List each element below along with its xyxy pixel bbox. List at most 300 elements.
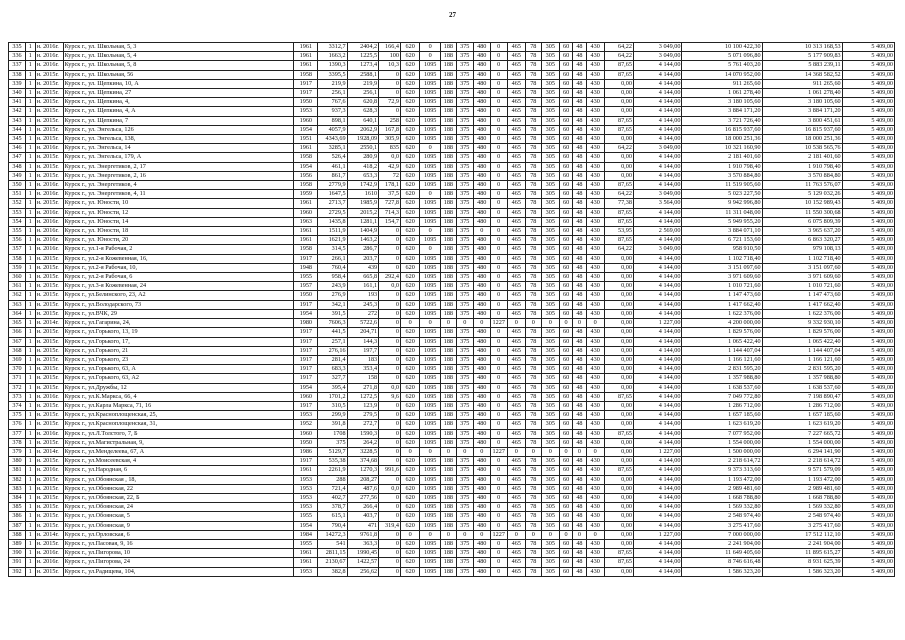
table-cell: 0 (379, 337, 401, 346)
table-cell: 4 144,00 (633, 135, 682, 144)
table-row (9, 365, 895, 374)
table-cell: 78 (525, 171, 541, 180)
table-cell: 188 (441, 300, 457, 309)
table-cell: н. 2015г. (35, 346, 63, 355)
table-cell: 1 417 662,40 (682, 300, 762, 309)
table-cell: 835 (379, 144, 401, 153)
table-cell: 5 409,00 (842, 484, 894, 493)
table-cell: 277,56 (347, 493, 379, 502)
table-cell: 78 (525, 328, 541, 337)
table-row (9, 475, 895, 484)
table-cell: 375 (456, 558, 473, 567)
table-cell: н. 2015г. (35, 512, 63, 521)
table-cell: 1 (25, 291, 35, 300)
table-cell: 1953 (294, 484, 318, 493)
table-cell: 1960 (294, 116, 318, 125)
table-cell: 380 (9, 457, 26, 466)
table-cell: 1 (25, 300, 35, 309)
table-cell: н. 2016г. (35, 61, 63, 70)
table-cell: 541 (318, 539, 347, 548)
table-cell: 355 (9, 227, 26, 236)
table-cell: 10 152 989,43 (762, 199, 842, 208)
table-row (9, 420, 895, 429)
table-cell: 0 (490, 484, 507, 493)
table-cell: 375 (456, 539, 473, 548)
table-cell: 480 (473, 309, 490, 318)
table-cell: 48 (573, 199, 586, 208)
table-cell: 3 180 105,60 (682, 98, 762, 107)
table-cell: 418,2 (347, 162, 379, 171)
table-cell: 188 (441, 328, 457, 337)
table-cell: 0 (379, 355, 401, 364)
table-cell: 465 (507, 254, 525, 263)
table-cell: н. 2015г. (35, 291, 63, 300)
table-cell: 1961 (294, 144, 318, 153)
table-cell: 5 409,00 (842, 236, 894, 245)
table-cell: 1 (25, 217, 35, 226)
table-cell: 188 (441, 43, 457, 52)
table-cell: 188 (441, 429, 457, 438)
table-cell: Курск г., ул.Народная, 6 (63, 466, 294, 475)
table-cell: 0 (473, 319, 490, 328)
table-cell: 1 569 332,80 (762, 503, 842, 512)
table-cell: 480 (473, 549, 490, 558)
table-cell: 188 (441, 346, 457, 355)
table-cell: 465 (507, 190, 525, 199)
table-cell: 305 (541, 171, 559, 180)
table-cell: 1095 (420, 549, 441, 558)
table-cell: 535,38 (318, 457, 347, 466)
table-cell: 14 368 582,52 (762, 70, 842, 79)
table-cell: 354 (9, 217, 26, 226)
table-cell: 78 (525, 539, 541, 548)
table-row (9, 493, 895, 502)
table-cell: 78 (525, 374, 541, 383)
table-cell: Курск г., ул.2-я Рабочая, 10, (63, 263, 294, 272)
table-cell: 18 000 251,36 (762, 135, 842, 144)
table-cell: 1954 (294, 521, 318, 530)
table-cell: 430 (586, 125, 604, 134)
table-cell: 2 241 904,00 (762, 539, 842, 548)
table-cell: Курск г., ул. Юности, 14 (63, 217, 294, 226)
table-cell: 78 (525, 245, 541, 254)
table-row (9, 144, 895, 153)
table-cell: 4 144,00 (633, 171, 682, 180)
table-cell: 0 (490, 365, 507, 374)
table-cell: 375 (456, 374, 473, 383)
table-cell: 480 (473, 328, 490, 337)
table-cell: 1227 (490, 530, 507, 539)
table-cell: 3 570 884,80 (762, 171, 842, 180)
table-cell: 60 (559, 282, 572, 291)
table-cell: 4 144,00 (633, 438, 682, 447)
table-cell: 430 (586, 61, 604, 70)
table-cell: 335 (9, 43, 26, 52)
table-cell: 1 (25, 61, 35, 70)
table-cell: 5 409,00 (842, 107, 894, 116)
table-cell: 1227 (490, 447, 507, 456)
table-cell: 620 (400, 355, 419, 364)
table-cell: 60 (559, 153, 572, 162)
table-row (9, 337, 895, 346)
table-cell: 188 (441, 383, 457, 392)
table-cell: н. 2015г. (35, 438, 63, 447)
table-cell: 0 (490, 420, 507, 429)
table-cell: 4 144,00 (633, 401, 682, 410)
table-cell: н. 2015г. (35, 411, 63, 420)
table-cell: 1 (25, 355, 35, 364)
table-cell: 480 (473, 346, 490, 355)
table-cell: 379 (9, 447, 26, 456)
table-cell: 465 (507, 208, 525, 217)
table-cell: н. 2016г. (35, 236, 63, 245)
table-cell: 465 (507, 521, 525, 530)
table-cell: 375 (456, 125, 473, 134)
table-cell: 1953 (294, 107, 318, 116)
table-cell: н. 2016г. (35, 392, 63, 401)
table-cell: 60 (559, 70, 572, 79)
table-cell: 714,3 (379, 208, 401, 217)
table-cell: 78 (525, 457, 541, 466)
table-cell: 1422,57 (347, 558, 379, 567)
table-cell: 2 218 614,72 (762, 457, 842, 466)
table-cell: 305 (541, 374, 559, 383)
table-cell: 620 (400, 493, 419, 502)
table-cell: 48 (573, 337, 586, 346)
table-cell: 1095 (420, 79, 441, 88)
table-cell: 1 (25, 181, 35, 190)
table-cell: 911 265,60 (762, 79, 842, 88)
table-cell: 305 (541, 98, 559, 107)
table-row (9, 558, 895, 567)
table-cell: 430 (586, 567, 604, 576)
table-cell: 188 (441, 70, 457, 79)
table-cell: 1950 (294, 98, 318, 107)
table-cell: 461,1 (318, 162, 347, 171)
table-cell: 430 (586, 337, 604, 346)
table-cell: 78 (525, 475, 541, 484)
table-cell: 8 746 616,48 (682, 558, 762, 567)
table-cell: 465 (507, 429, 525, 438)
table-cell: 620 (400, 263, 419, 272)
table-cell: 11 311 048,00 (682, 208, 762, 217)
table-cell: 1 (25, 567, 35, 576)
table-row (9, 539, 895, 548)
table-cell: 465 (507, 61, 525, 70)
table-cell: 4 144,00 (633, 181, 682, 190)
table-cell: н. 2015г. (35, 300, 63, 309)
table-cell: 77,38 (604, 199, 633, 208)
table-cell: 0 (525, 319, 541, 328)
table-cell: 1917 (294, 337, 318, 346)
table-cell: 188 (441, 512, 457, 521)
table-cell: 5 409,00 (842, 43, 894, 52)
table-cell: 78 (525, 70, 541, 79)
table-cell: 465 (507, 135, 525, 144)
table-cell: 979 108,13 (762, 245, 842, 254)
table-cell: 5 409,00 (842, 346, 894, 355)
table-cell: 0,00 (604, 162, 633, 171)
table-cell: 1 829 576,00 (762, 328, 842, 337)
table-cell: 465 (507, 273, 525, 282)
table-cell: 620 (400, 411, 419, 420)
table-cell: 376 (9, 420, 26, 429)
table-cell: 305 (541, 43, 559, 52)
table-cell: 0 (420, 245, 441, 254)
table-cell: 4 144,00 (633, 282, 682, 291)
table-cell: 60 (559, 374, 572, 383)
table-cell: 305 (541, 539, 559, 548)
table-cell: 375 (456, 291, 473, 300)
table-cell: 1 (25, 116, 35, 125)
table-cell: 2811,15 (318, 549, 347, 558)
table-cell: Курск г., ул.Горького, 63, А2 (63, 374, 294, 383)
table-cell: Курск г., ул.Горького, 23 (63, 355, 294, 364)
table-cell: 345 (9, 135, 26, 144)
table-cell: 620 (400, 466, 419, 475)
table-cell: 1917 (294, 79, 318, 88)
table-cell: 0 (490, 236, 507, 245)
table-cell: 375 (456, 567, 473, 576)
table-cell: 64,22 (604, 245, 633, 254)
table-cell: 18 000 251,36 (682, 135, 762, 144)
table-cell: 188 (441, 558, 457, 567)
table-cell: 1953 (294, 493, 318, 502)
table-cell: 48 (573, 512, 586, 521)
table-cell: 60 (559, 420, 572, 429)
table-cell: 0 (379, 530, 401, 539)
table-cell: н. 2015г. (35, 567, 63, 576)
table-row (9, 309, 895, 318)
table-cell: 0 (541, 530, 559, 539)
table-cell: 365 (9, 319, 26, 328)
table-row (9, 116, 895, 125)
table-cell: н. 2015г. (35, 254, 63, 263)
table-cell: 1095 (420, 429, 441, 438)
table-cell: 620 (400, 567, 419, 576)
table-cell: 375 (456, 43, 473, 52)
table-cell: 48 (573, 125, 586, 134)
table-cell: 48 (573, 98, 586, 107)
table-cell: н. 2016г. (35, 190, 63, 199)
table-cell: 78 (525, 144, 541, 153)
table-cell: н. 2015г. (35, 521, 63, 530)
table-cell: 430 (586, 493, 604, 502)
table-cell: 64,22 (604, 144, 633, 153)
table-cell: 1 (25, 374, 35, 383)
table-cell: 628,3 (347, 107, 379, 116)
table-cell: 188 (441, 392, 457, 401)
table-cell: 48 (573, 263, 586, 272)
table-cell: 78 (525, 181, 541, 190)
table-cell: 1 569 332,80 (682, 503, 762, 512)
table-cell: 78 (525, 309, 541, 318)
table-cell: 72,9 (379, 98, 401, 107)
table-cell: 1963 (294, 217, 318, 226)
table-cell: 620 (400, 199, 419, 208)
table-cell: 375 (456, 282, 473, 291)
table-cell: 374 (9, 401, 26, 410)
table-cell: 465 (507, 70, 525, 79)
table-cell: 620 (400, 549, 419, 558)
table-row (9, 79, 895, 88)
table-cell: 430 (586, 300, 604, 309)
table-cell: 1958 (294, 181, 318, 190)
table-cell: 760,4 (318, 263, 347, 272)
table-cell: н. 2014г. (35, 530, 63, 539)
table-cell: 0 (490, 282, 507, 291)
table-cell: 0,00 (604, 401, 633, 410)
table-cell: 375 (456, 355, 473, 364)
table-cell: н. 2015г. (35, 107, 63, 116)
table-cell: 243,9 (318, 282, 347, 291)
table-cell: 60 (559, 392, 572, 401)
table-cell: 0 (400, 530, 419, 539)
table-cell: 305 (541, 273, 559, 282)
table-cell: Курск г., ул.Володарского, 73 (63, 300, 294, 309)
table-cell: 465 (507, 171, 525, 180)
table-cell: 1095 (420, 107, 441, 116)
table-cell: 0 (586, 530, 604, 539)
table-cell: 6 075 809,39 (762, 217, 842, 226)
table-cell: 351 (9, 190, 26, 199)
table-cell: 60 (559, 337, 572, 346)
table-cell: 1 (25, 558, 35, 567)
table-cell: 4 144,00 (633, 254, 682, 263)
table-cell: 1 065 422,40 (682, 337, 762, 346)
table-cell: 1 (25, 208, 35, 217)
table-row (9, 466, 895, 475)
table-cell: 4 144,00 (633, 429, 682, 438)
table-cell: 78 (525, 236, 541, 245)
table-cell: 1435,8 (318, 217, 347, 226)
table-cell: 1621,9 (318, 236, 347, 245)
table-cell: 375 (456, 107, 473, 116)
table-cell: 0 (490, 98, 507, 107)
table-cell: 430 (586, 429, 604, 438)
table-cell: 5 409,00 (842, 116, 894, 125)
table-cell: 375 (456, 401, 473, 410)
table-row (9, 300, 895, 309)
table-cell: 3 049,00 (633, 245, 682, 254)
table-cell: 78 (525, 208, 541, 217)
table-cell: н. 2015г. (35, 98, 63, 107)
table-cell: 0 (490, 291, 507, 300)
table-cell: 0 (541, 447, 559, 456)
table-cell: 60 (559, 383, 572, 392)
table-cell: 1 657 185,60 (762, 411, 842, 420)
table-cell: 0 (441, 530, 457, 539)
table-cell: 305 (541, 107, 559, 116)
table-cell: 1281,1 (347, 217, 379, 226)
table-cell: 3 151 097,60 (682, 263, 762, 272)
table-cell: 48 (573, 521, 586, 530)
table-cell: 78 (525, 52, 541, 61)
table-cell: 465 (507, 328, 525, 337)
table-cell: 10 313 168,53 (762, 43, 842, 52)
table-cell: 1095 (420, 484, 441, 493)
table-cell: н. 2015г. (35, 282, 63, 291)
table-cell: 370 (9, 365, 26, 374)
table-cell: 305 (541, 263, 559, 272)
table-cell: 620 (400, 365, 419, 374)
table-cell: 0 (400, 319, 419, 328)
table-cell: 87,65 (604, 70, 633, 79)
table-cell: 48 (573, 208, 586, 217)
table-cell: 257,1 (318, 337, 347, 346)
table-cell: 188 (441, 199, 457, 208)
table-cell: 480 (473, 337, 490, 346)
table-cell: 465 (507, 181, 525, 190)
table-cell: 144,3 (347, 337, 379, 346)
table-cell: 1272,5 (347, 392, 379, 401)
table-cell: 0 (379, 365, 401, 374)
table-cell: Курск г., ул.Горького, 13, 19 (63, 328, 294, 337)
table-cell: 188 (441, 98, 457, 107)
table-cell: 305 (541, 125, 559, 134)
table-cell: 1917 (294, 355, 318, 364)
table-cell: 1960 (294, 429, 318, 438)
page-number: 27 (449, 11, 456, 19)
table-cell: 60 (559, 254, 572, 263)
table-cell: Курск г., ул.Гагарина, 24, (63, 319, 294, 328)
table-cell: н. 2015г. (35, 171, 63, 180)
table-cell: 375 (456, 383, 473, 392)
table-cell: н. 2015г. (35, 116, 63, 125)
table-cell: 480 (473, 263, 490, 272)
table-cell: 188 (441, 337, 457, 346)
table-cell: 188 (441, 374, 457, 383)
table-cell: 48 (573, 549, 586, 558)
table-cell: 1961 (294, 43, 318, 52)
table-cell: 480 (473, 457, 490, 466)
table-cell: 620 (400, 438, 419, 447)
table-cell: 1 (25, 107, 35, 116)
table-row (9, 254, 895, 263)
table-cell: 5 409,00 (842, 475, 894, 484)
table-cell: 0 (573, 530, 586, 539)
table-cell: 48 (573, 61, 586, 70)
table-cell: 5 409,00 (842, 374, 894, 383)
table-cell: 4 144,00 (633, 70, 682, 79)
table-cell: 1 (25, 475, 35, 484)
table-cell: 1990,45 (347, 549, 379, 558)
table-cell: 1957 (294, 282, 318, 291)
table-cell: 60 (559, 263, 572, 272)
table-cell: 465 (507, 309, 525, 318)
table-cell: 480 (473, 125, 490, 134)
table-cell: 0 (379, 300, 401, 309)
table-cell: 16 815 937,60 (762, 125, 842, 134)
table-row (9, 503, 895, 512)
table-cell: 305 (541, 217, 559, 226)
table-cell: 0,00 (604, 365, 633, 374)
table-cell: 188 (441, 438, 457, 447)
table-cell: 375 (456, 392, 473, 401)
table-cell: 327,7 (318, 374, 347, 383)
table-cell: 375 (456, 503, 473, 512)
table-cell: 1225,5 (347, 52, 379, 61)
table-cell: 0,00 (604, 328, 633, 337)
table-cell: 465 (507, 567, 525, 576)
table-cell: 3285,1 (318, 144, 347, 153)
table-cell: н. 2016г. (35, 181, 63, 190)
table-cell: 480 (473, 484, 490, 493)
table-cell: н. 2016г. (35, 429, 63, 438)
table-cell: 430 (586, 457, 604, 466)
table-cell: 4 144,00 (633, 420, 682, 429)
table-cell: 0 (490, 438, 507, 447)
